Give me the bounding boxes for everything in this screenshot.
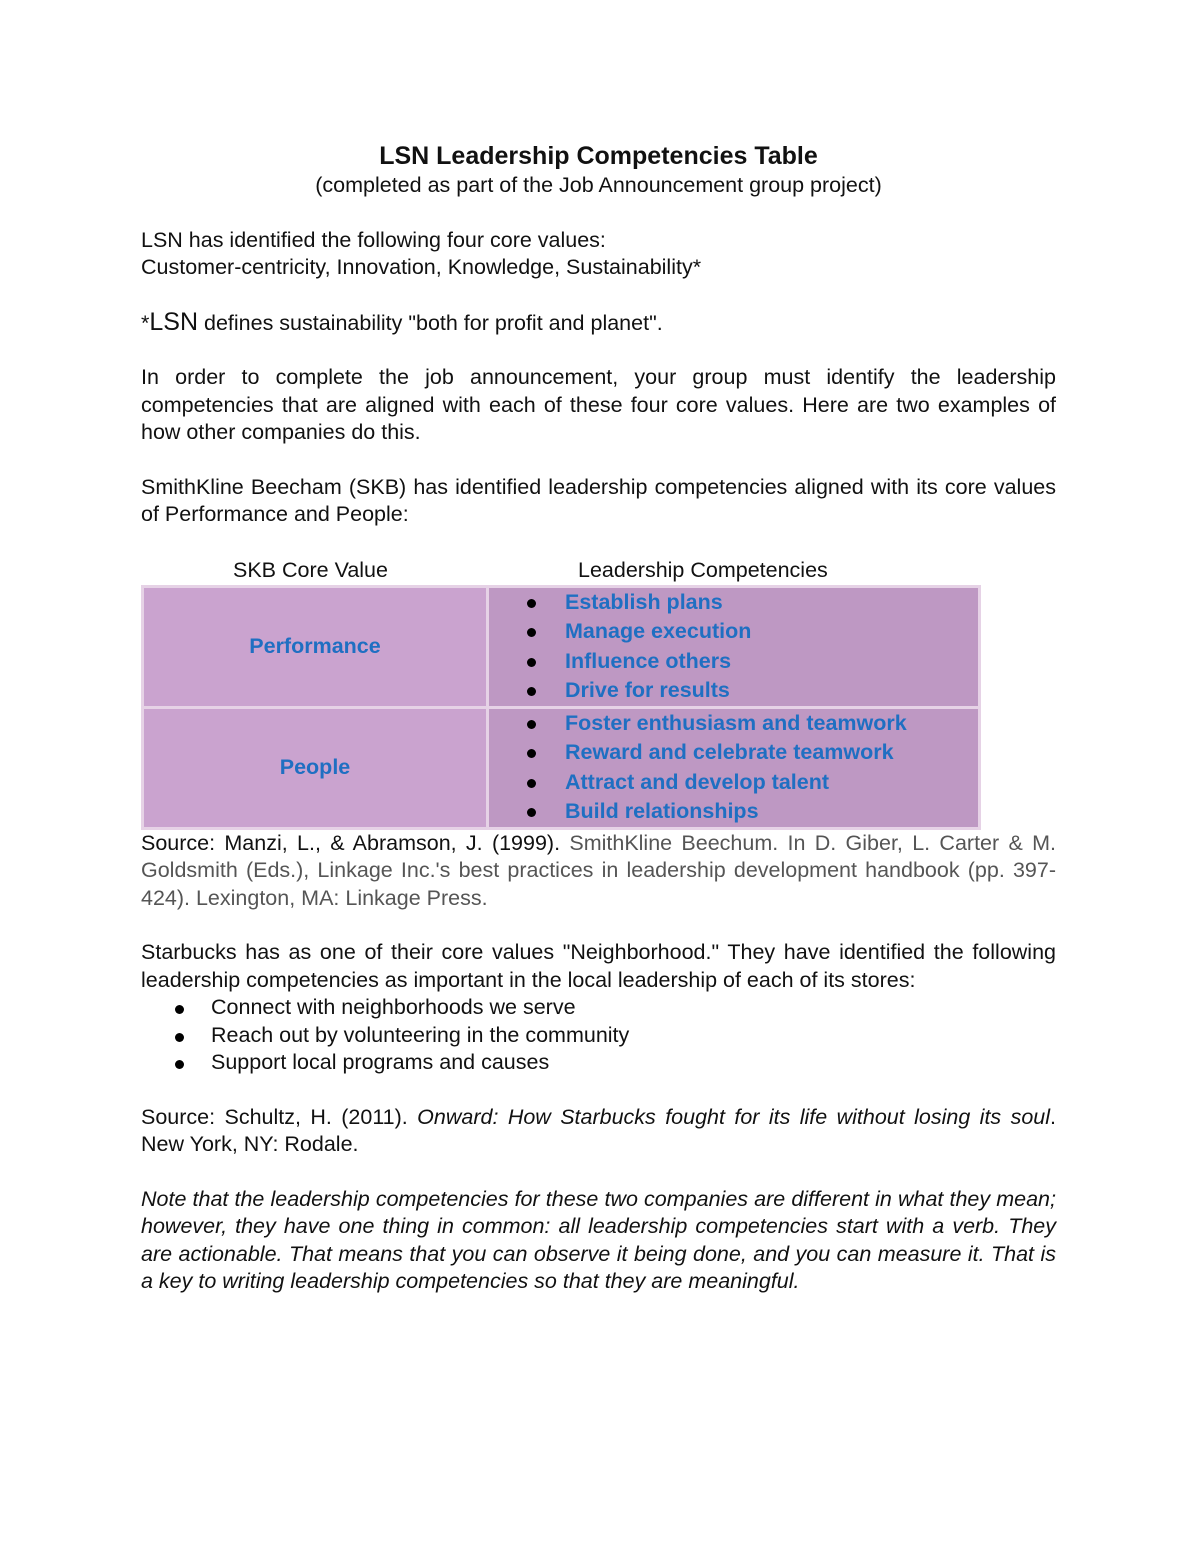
footnote-asterisk: *: [141, 310, 150, 335]
competency-list: [489, 588, 978, 706]
table-row-people: [143, 707, 980, 828]
starbucks-source-citation: [141, 1104, 1056, 1159]
skb-competencies-table: [141, 585, 981, 830]
starbucks-competency-list: [141, 994, 1056, 1077]
footnote-text: defines sustainability "both for profit and planet".: [198, 310, 663, 335]
competency-item: Establish plans: [527, 588, 978, 618]
intro-line-1: LSN has identified the following four core values:: [141, 227, 606, 252]
job-announcement-paragraph: In order to complete the job announcement, your group must identify the leadership competencies that are aligned with each of these four core values. Here are two examples of how other companies do this.: [141, 365, 1056, 444]
citation-publisher: . New York, NY: Rodale.: [141, 1104, 1057, 1156]
competency-item: Manage execution: [527, 617, 978, 647]
note-text: Note that the leadership competencies for these two companies are different in what they mean; however, they have one thing in common: all leadership competencies start with a verb. They are actionable. That means that you can observe it being done, and you can measure it. That is a key to writing leadership competencies so that they are meaningful.: [141, 1186, 1056, 1293]
intro-line-2: Customer-centricity, Innovation, Knowledge, Sustainability*: [141, 255, 702, 279]
citation-authors: Source: Manzi, L., & Abramson, J. (1999).: [141, 830, 570, 855]
competency-item: Attract and develop talent: [527, 768, 978, 798]
table-header-row: [141, 557, 1056, 585]
list-item: Support local programs and causes: [175, 1049, 1056, 1077]
competency-list: [489, 709, 978, 827]
list-item: Reach out by volunteering in the community: [175, 1022, 1056, 1050]
list-item: Connect with neighborhoods we serve: [175, 994, 1056, 1022]
table-row-performance: [143, 586, 980, 707]
core-value-people: People: [279, 754, 351, 779]
header-leadership-competencies: Leadership Competencies: [578, 557, 828, 582]
sustainability-footnote: [141, 309, 1056, 338]
header-core-value: SKB Core Value: [233, 557, 388, 582]
competency-item: Build relationships: [527, 797, 978, 827]
competencies-cell: [488, 586, 980, 707]
competencies-cell: [488, 707, 980, 828]
citation-details: SmithKline Beechum. In D. Giber, L. Carter & M. Goldsmith (Eds.), Linkage Inc.'s best practices in leadership development handbook (pp. 397-424). Lexington, MA: Linkage Press.: [141, 830, 1056, 910]
skb-intro-paragraph: SmithKline Beecham (SKB) has identified leadership competencies aligned with its core values of Performance and People:: [141, 474, 1056, 526]
competency-item: Drive for results: [527, 676, 978, 706]
footnote-lsn: LSN: [149, 307, 199, 336]
core-value-performance: Performance: [249, 633, 381, 658]
citation-author: Source: Schultz, H. (2011).: [141, 1104, 418, 1129]
competency-item: Foster enthusiasm and teamwork: [527, 709, 978, 739]
starbucks-paragraph: Starbucks has as one of their core values "Neighborhood." They have identified the following leadership competencies as important in the local leadership of each of its stores:: [141, 940, 1056, 992]
core-value-cell: [143, 586, 488, 707]
skb-source-citation: [141, 830, 1056, 913]
competency-item: Influence others: [527, 647, 978, 677]
citation-book-title: Onward: How Starbucks fought for its life without losing its soul: [417, 1104, 1051, 1129]
page-subtitle: (completed as part of the Job Announcement group project): [315, 173, 882, 197]
core-value-cell: [143, 707, 488, 828]
document-page: [141, 140, 1056, 1296]
closing-note: [141, 1186, 1056, 1296]
page-title: LSN Leadership Competencies Table: [379, 142, 818, 170]
competency-item: Reward and celebrate teamwork: [527, 738, 978, 768]
